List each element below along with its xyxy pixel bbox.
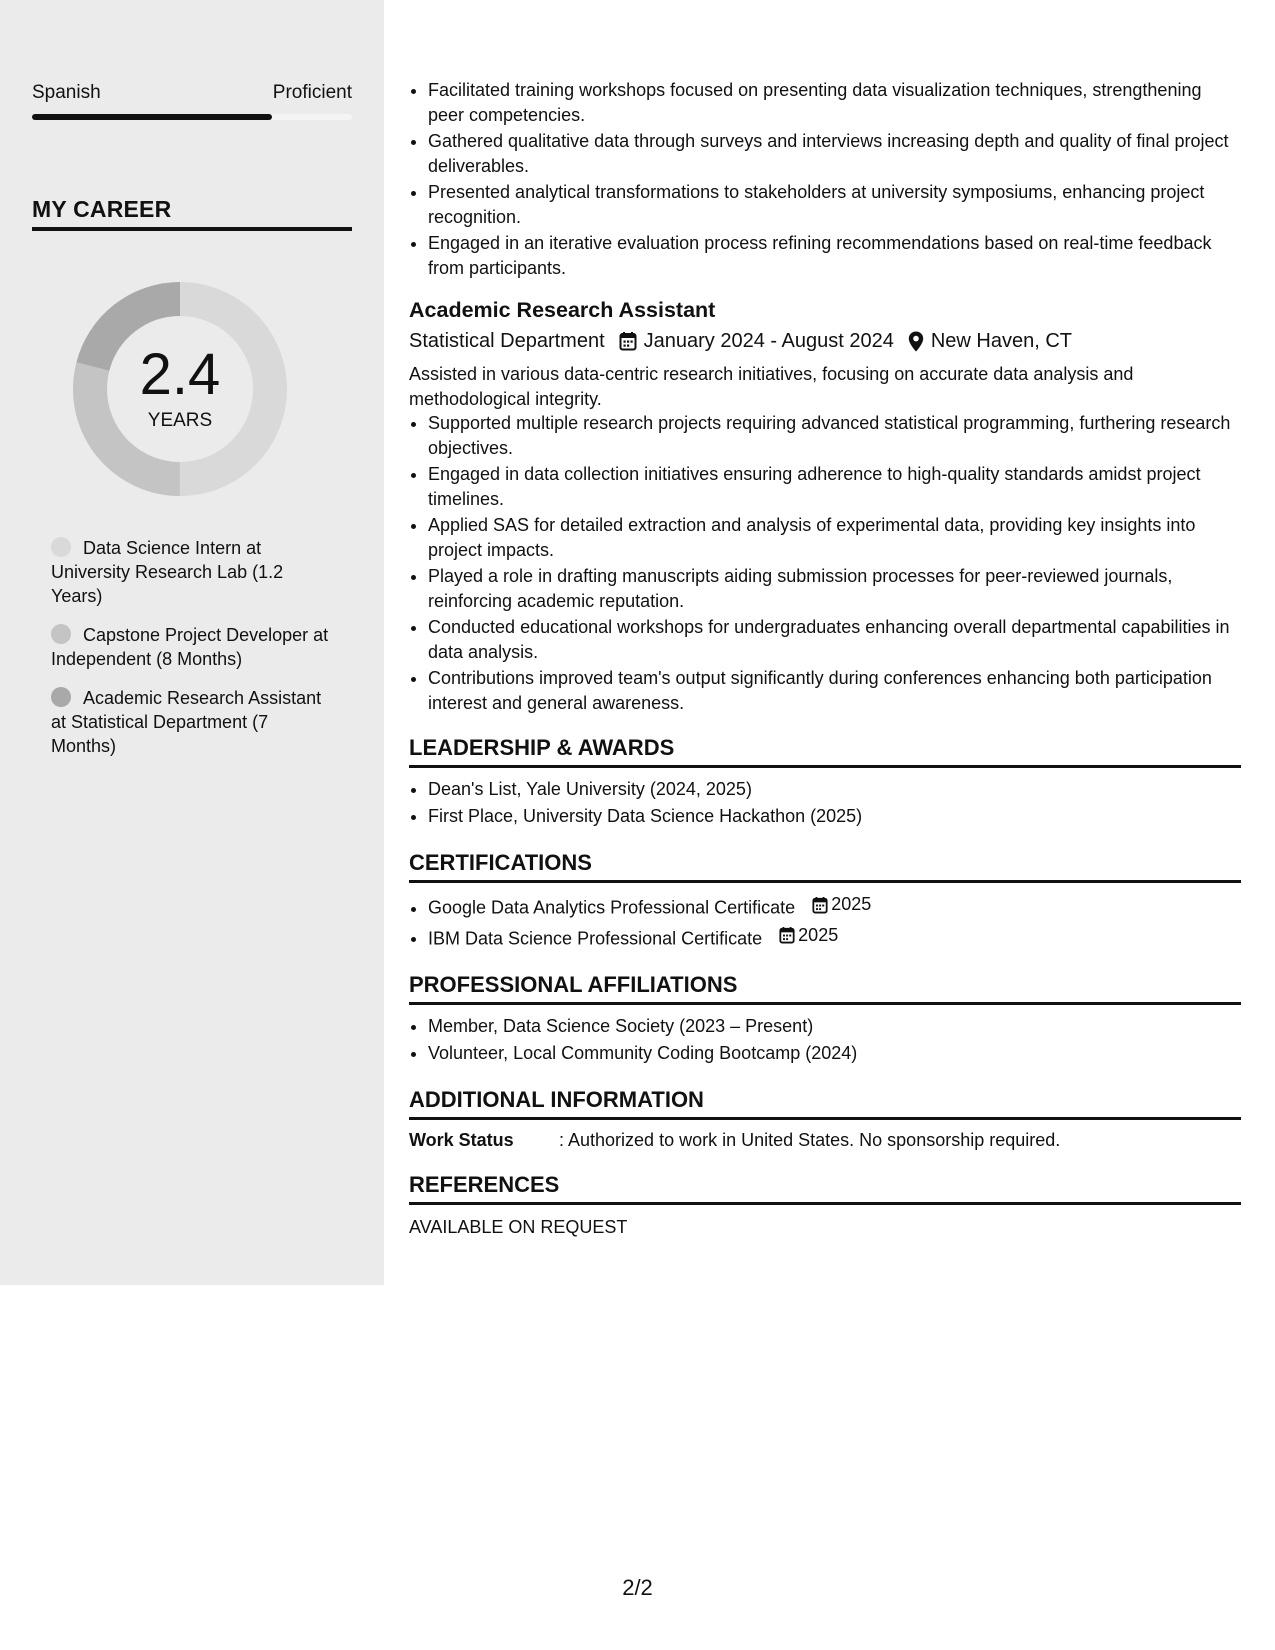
certification-year: 2025 <box>831 894 872 914</box>
job-location: New Haven, CT <box>930 330 1072 352</box>
language-level: Proficient <box>272 82 352 103</box>
certifications-list <box>409 891 1241 952</box>
language-name: Spanish <box>32 82 101 103</box>
references-text: AVAILABLE ON REQUEST <box>409 1217 628 1237</box>
job-description: Assisted in various data-centric research initiatives, focusing on accurate data analysis and methodological integrity. <box>409 364 1134 409</box>
career-total-value: 2.4 <box>139 342 221 407</box>
references-heading: REFERENCES <box>409 1172 1241 1205</box>
career-heading: MY CAREER <box>32 196 352 231</box>
legend-dot-icon <box>51 537 71 557</box>
list-item: • Engaged in data collection initiatives ensuring adherence to high-quality standards amidst project timelines. <box>428 462 1241 511</box>
career-legend-label: Data Science Intern at University Research Lab (1.2 Years) <box>51 538 284 606</box>
list-item: • Contributions improved team's output significantly during conferences enhancing both participation interest and general awareness. <box>428 666 1241 715</box>
list-item: • Conducted educational workshops for undergraduates enhancing overall departmental capabilities in data analysis. <box>428 615 1241 664</box>
previous-job-bullets <box>409 78 1241 280</box>
leadership-heading: LEADERSHIP & AWARDS <box>409 735 1241 768</box>
list-item: • Gathered qualitative data through surveys and interviews increasing depth and quality of final project deliverables. <box>428 129 1241 178</box>
job-company: Statistical Department <box>409 330 605 352</box>
work-status-value: : Authorized to work in United States. No sponsorship required. <box>559 1130 1061 1150</box>
career-total-unit: YEARS <box>147 410 213 431</box>
list-item: • Presented analytical transformations to stakeholders at university symposiums, enhancing project recognition. <box>428 180 1241 229</box>
additional-info-heading: ADDITIONAL INFORMATION <box>409 1087 1241 1120</box>
list-item: • Member, Data Science Society (2023 – Present) <box>428 1013 1241 1040</box>
leadership-list <box>409 776 1241 830</box>
career-legend-label: Academic Research Assistant at Statistical Department (7 Months) <box>51 688 322 756</box>
job-title: Academic Research Assistant <box>409 298 716 322</box>
list-item <box>428 891 1241 922</box>
list-item: • Engaged in an iterative evaluation process refining recommendations based on real-time feedback from participants. <box>428 231 1241 280</box>
page-number: 2/2 <box>622 1575 653 1600</box>
career-legend-label: Capstone Project Developer at Independent (8 Months) <box>51 625 329 669</box>
sidebar <box>0 0 384 1285</box>
main-content <box>409 78 1241 1239</box>
list-item: • Supported multiple research projects requiring advanced statistical programming, furthering research objectives. <box>428 411 1241 460</box>
list-item: • Played a role in drafting manuscripts aiding submission processes for peer-reviewed journals, reinforcing academic reputation. <box>428 564 1241 613</box>
job-bullets <box>409 411 1241 715</box>
location-pin-icon <box>908 331 924 352</box>
certification-year: 2025 <box>798 924 839 945</box>
career-legend <box>51 536 331 773</box>
list-item: • Dean's List, Yale University (2024, 2025) <box>428 776 1241 803</box>
career-legend-item <box>51 536 331 608</box>
affiliations-heading: PROFESSIONAL AFFILIATIONS <box>409 972 1241 1005</box>
calendar-icon <box>812 896 828 914</box>
career-legend-item <box>51 623 331 671</box>
job-meta <box>409 326 1241 356</box>
certifications-heading: CERTIFICATIONS <box>409 850 1241 883</box>
calendar-icon <box>779 926 795 944</box>
career-legend-item <box>51 686 331 758</box>
work-status-label: Work Status <box>409 1130 514 1150</box>
legend-dot-icon <box>51 624 71 644</box>
certification-name: IBM Data Science Professional Certificate <box>428 928 763 948</box>
affiliations-list <box>409 1013 1241 1067</box>
list-item: • First Place, University Data Science Hackathon (2025) <box>428 803 1241 830</box>
list-item: • Facilitated training workshops focused on presenting data visualization techniques, strengthening peer competencies. <box>428 78 1241 127</box>
language-row <box>32 82 352 104</box>
language-proficiency-fill <box>32 114 272 120</box>
certification-name: Google Data Analytics Professional Certificate <box>428 897 796 918</box>
list-item <box>428 922 1241 953</box>
job-dates: January 2024 - August 2024 <box>643 330 894 352</box>
language-proficiency-bar <box>32 114 352 120</box>
list-item: • Applied SAS for detailed extraction and analysis of experimental data, providing key insights into project impacts. <box>428 513 1241 562</box>
list-item: • Volunteer, Local Community Coding Bootcamp (2024) <box>428 1040 1241 1067</box>
legend-dot-icon <box>51 687 71 707</box>
work-status-row <box>409 1128 1241 1152</box>
calendar-icon <box>619 331 637 351</box>
